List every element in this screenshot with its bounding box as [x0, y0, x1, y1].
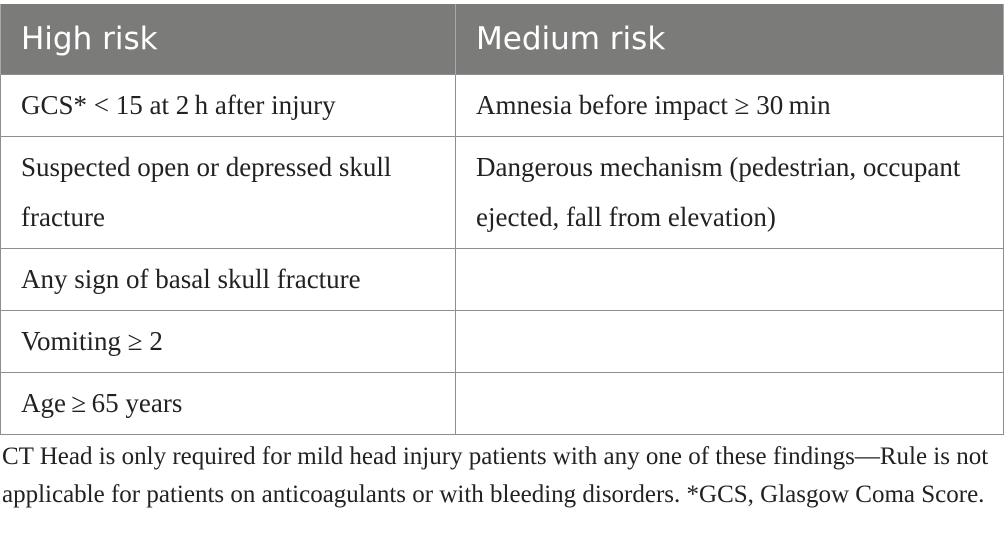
table-row — [1, 249, 1004, 311]
table-cell-high-risk: Any sign of basal skull fracture — [1, 249, 456, 311]
table-header-row — [1, 4, 1004, 75]
table-row — [1, 75, 1004, 137]
table-row — [1, 311, 1004, 373]
risk-table-container — [0, 4, 1003, 435]
table-row — [1, 373, 1004, 435]
table-cell-high-risk: Age ≥ 65 years — [1, 373, 456, 435]
table-cell-medium-risk — [456, 249, 1004, 311]
risk-table — [0, 4, 1004, 435]
table-cell-high-risk: GCS* < 15 at 2 h after injury — [1, 75, 456, 137]
header-high-risk: High risk — [1, 4, 456, 75]
table-cell-medium-risk — [456, 373, 1004, 435]
table-cell-medium-risk: Dangerous mechanism (pedestrian, occupant ejected, fall from elevation) — [456, 137, 1004, 249]
table-row — [1, 137, 1004, 249]
table-cell-medium-risk: Amnesia before impact ≥ 30 min — [456, 75, 1004, 137]
header-medium-risk: Medium risk — [456, 4, 1004, 75]
table-footnote: CT Head is only required for mild head injury patients with any one of these findings—Rule is not applicable for patients on anticoagulants or with bleeding disorders. *GCS, Glasgow Coma Score. — [2, 443, 989, 508]
table-cell-high-risk: Vomiting ≥ 2 — [1, 311, 456, 373]
table-cell-high-risk: Suspected open or depressed skull fracture — [1, 137, 456, 249]
table-cell-medium-risk — [456, 311, 1004, 373]
